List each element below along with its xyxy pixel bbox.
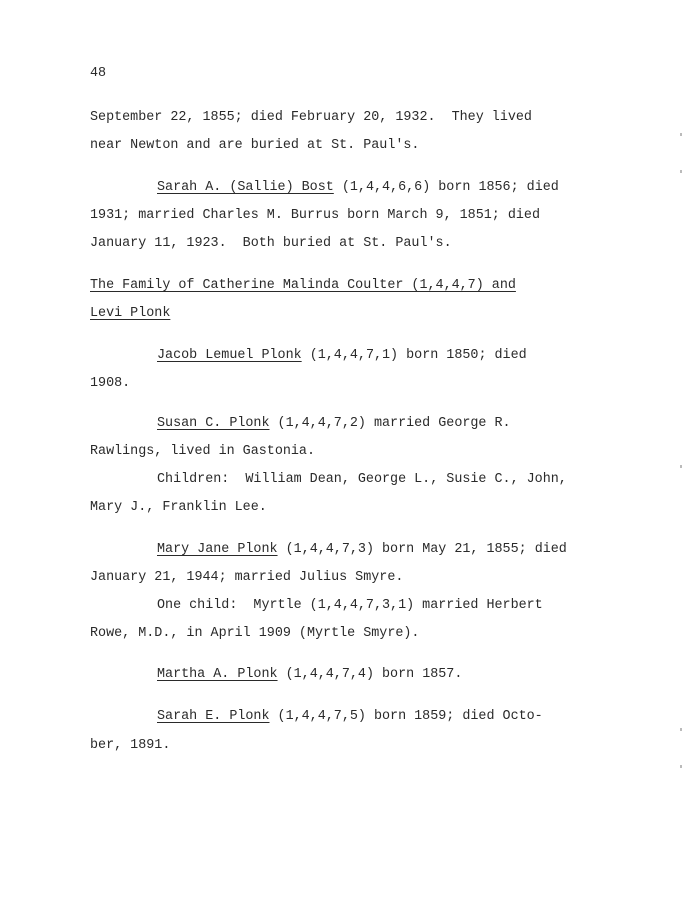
text-line: Mary J., Franklin Lee. <box>90 500 267 515</box>
text-line: January 11, 1923. Both buried at St. Paul's. <box>90 236 452 251</box>
entry-text: (1,4,4,7,1) born 1850; died <box>301 348 527 363</box>
person-name: Jacob Lemuel Plonk <box>157 348 302 363</box>
entry-martha-a-plonk <box>157 667 462 683</box>
text-line: ber, 1891. <box>90 738 171 753</box>
entry-sarah-e-plonk <box>157 709 543 725</box>
person-name: Sarah E. Plonk <box>157 709 270 724</box>
children-line: Children: William Dean, George L., Susie C., John, <box>157 472 567 487</box>
text-line: near Newton and are buried at St. Paul's. <box>90 138 420 153</box>
entry-text: (1,4,4,7,4) born 1857. <box>277 667 463 682</box>
page-number: 48 <box>90 66 107 81</box>
scan-speck <box>680 465 682 468</box>
person-name: Sarah A. (Sallie) Bost <box>157 180 334 195</box>
scan-speck <box>680 133 682 136</box>
text-line: Rowe, M.D., in April 1909 (Myrtle Smyre). <box>90 626 420 641</box>
text-line: 1908. <box>90 376 131 391</box>
child-line: One child: Myrtle (1,4,4,7,3,1) married Herbert <box>157 598 543 613</box>
section-heading-line2: Levi Plonk <box>90 306 171 321</box>
text-line: Rawlings, lived in Gastonia. <box>90 444 315 459</box>
entry-text: (1,4,4,7,3) born May 21, 1855; died <box>277 542 567 557</box>
entry-sarah-a-bost <box>157 180 559 196</box>
scan-speck <box>680 170 682 173</box>
section-heading-line1: The Family of Catherine Malinda Coulter (1,4,4,7) and <box>90 278 516 293</box>
text-line: 1931; married Charles M. Burrus born March 9, 1851; died <box>90 208 540 223</box>
entry-text: (1,4,4,7,5) born 1859; died Octo- <box>269 709 543 724</box>
person-name: Mary Jane Plonk <box>157 542 278 557</box>
entry-text: (1,4,4,7,2) married George R. <box>269 416 511 431</box>
scan-speck <box>680 728 682 731</box>
person-name: Susan C. Plonk <box>157 416 270 431</box>
person-name: Martha A. Plonk <box>157 667 278 682</box>
entry-text: (1,4,4,6,6) born 1856; died <box>333 180 559 195</box>
text-line: January 21, 1944; married Julius Smyre. <box>90 570 404 585</box>
scan-speck <box>680 765 682 768</box>
text-line: September 22, 1855; died February 20, 1932. They lived <box>90 110 532 125</box>
entry-jacob-lemuel-plonk <box>157 348 527 364</box>
entry-mary-jane-plonk <box>157 542 567 558</box>
entry-susan-c-plonk <box>157 416 511 432</box>
